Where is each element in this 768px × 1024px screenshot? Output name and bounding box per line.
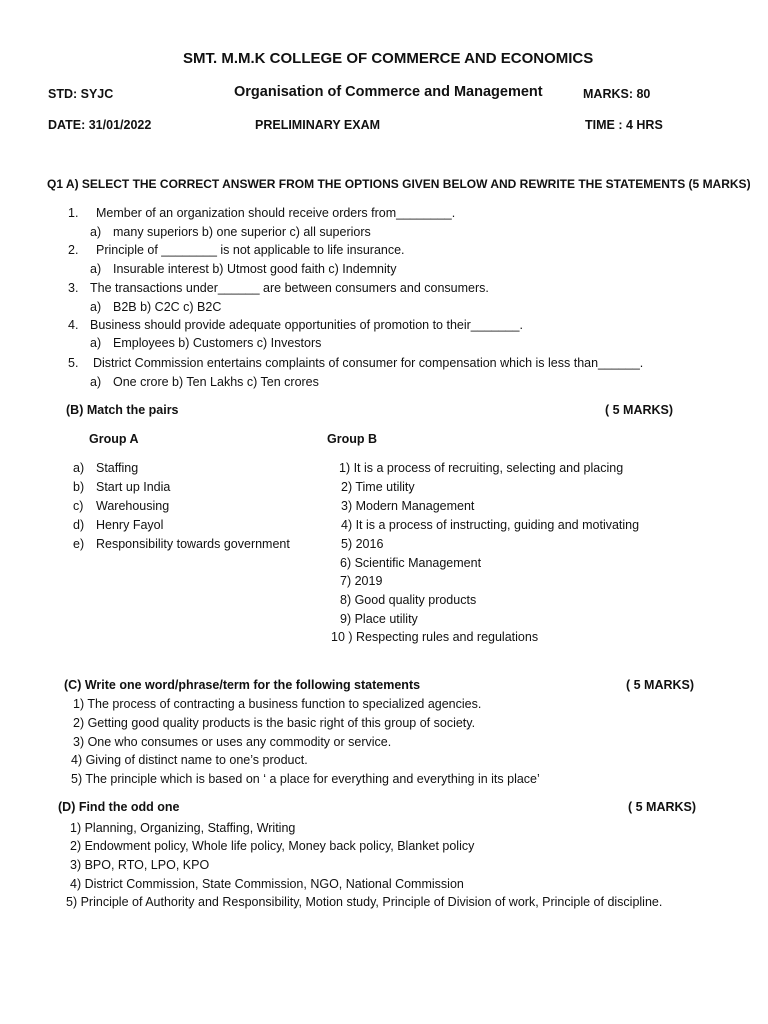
odd-one-item: 1) Planning, Organizing, Staffing, Writing (70, 821, 296, 835)
marks-label: MARKS: 80 (583, 87, 651, 101)
question-options: B2B b) C2C c) B2C (113, 300, 222, 314)
option-label: a) (90, 336, 102, 350)
group-a-label: e) (73, 537, 85, 551)
question-number: 1. (68, 206, 79, 220)
question-text: Principle of ________ is not applicable to life insurance. (96, 243, 405, 257)
date-label: DATE: 31/01/2022 (48, 118, 152, 132)
option-label: a) (90, 262, 102, 276)
question-number: 2. (68, 243, 79, 257)
question-number: 3. (68, 281, 79, 295)
statement-item: 2) Getting good quality products is the basic right of this group of society. (73, 716, 476, 730)
question-text: Business should provide adequate opportunities of promotion to their_______. (90, 318, 523, 332)
group-a-label: b) (73, 480, 85, 494)
group-b-item: 7) 2019 (340, 574, 383, 588)
time-label: TIME : 4 HRS (585, 118, 663, 132)
group-b-item: 6) Scientific Management (340, 556, 482, 570)
statement-item: 1) The process of contracting a business function to specialized agencies. (73, 697, 482, 711)
q1c-marks: ( 5 MARKS) (626, 678, 695, 692)
q1b-marks: ( 5 MARKS) (605, 403, 674, 417)
group-b-item: 10 ) Respecting rules and regulations (331, 630, 539, 644)
question-options: Employees b) Customers c) Investors (113, 336, 322, 350)
std-label: STD: SYJC (48, 87, 114, 101)
college-name: SMT. M.M.K COLLEGE OF COMMERCE AND ECONOMICS (183, 50, 594, 67)
statement-item: 3) One who consumes or uses any commodity or service. (73, 735, 392, 749)
group-a-item: Responsibility towards government (96, 537, 290, 551)
question-number: 5. (68, 356, 79, 370)
exam-type: PRELIMINARY EXAM (255, 118, 381, 132)
question-text: Member of an organization should receive orders from________. (96, 206, 456, 220)
odd-one-item: 5) Principle of Authority and Responsibility, Motion study, Principle of Division of work, Principle of discipline. (66, 895, 663, 909)
group-a-item: Staffing (96, 461, 139, 475)
group-a-label: a) (73, 461, 85, 475)
group-a-item: Start up India (96, 480, 171, 494)
q1b-heading: (B) Match the pairs (66, 403, 179, 417)
group-b-item: 9) Place utility (340, 612, 418, 626)
group-b-item: 8) Good quality products (340, 593, 477, 607)
question-options: many superiors b) one superior c) all superiors (113, 225, 371, 239)
q1c-heading: (C) Write one word/phrase/term for the following statements (64, 678, 421, 692)
group-a-title: Group A (89, 432, 139, 446)
group-b-title: Group B (327, 432, 377, 446)
group-a-item: Warehousing (96, 499, 170, 513)
q1d-heading: (D) Find the odd one (58, 800, 180, 814)
statement-item: 5) The principle which is based on ‘ a place for everything and everything in its place’ (71, 772, 540, 786)
group-b-item: 5) 2016 (341, 537, 384, 551)
group-b-item: 3) Modern Management (341, 499, 475, 513)
q1a-heading: Q1 A) SELECT THE CORRECT ANSWER FROM THE OPTIONS GIVEN BELOW AND REWRITE THE STATEMENTS (5 MARKS) (47, 177, 751, 191)
question-options: One crore b) Ten Lakhs c) Ten crores (113, 375, 319, 389)
odd-one-item: 2) Endowment policy, Whole life policy, Money back policy, Blanket policy (70, 839, 475, 853)
statement-item: 4) Giving of distinct name to one’s product. (71, 753, 308, 767)
group-a-label: d) (73, 518, 85, 532)
option-label: a) (90, 225, 102, 239)
option-label: a) (90, 300, 102, 314)
group-a-item: Henry Fayol (96, 518, 164, 532)
option-label: a) (90, 375, 102, 389)
odd-one-item: 4) District Commission, State Commission, NGO, National Commission (70, 877, 464, 891)
group-a-label: c) (73, 499, 84, 513)
question-text: District Commission entertains complaints of consumer for compensation which is less than______. (93, 356, 644, 370)
group-b-item: 2) Time utility (341, 480, 415, 494)
question-options: Insurable interest b) Utmost good faith c) Indemnity (113, 262, 397, 276)
question-text: The transactions under______ are between consumers and consumers. (90, 281, 489, 295)
subject-title: Organisation of Commerce and Management (234, 84, 543, 100)
group-b-item: 1) It is a process of recruiting, selecting and placing (339, 461, 624, 475)
q1d-marks: ( 5 MARKS) (628, 800, 697, 814)
odd-one-item: 3) BPO, RTO, LPO, KPO (70, 858, 210, 872)
group-b-item: 4) It is a process of instructing, guiding and motivating (341, 518, 640, 532)
question-number: 4. (68, 318, 79, 332)
